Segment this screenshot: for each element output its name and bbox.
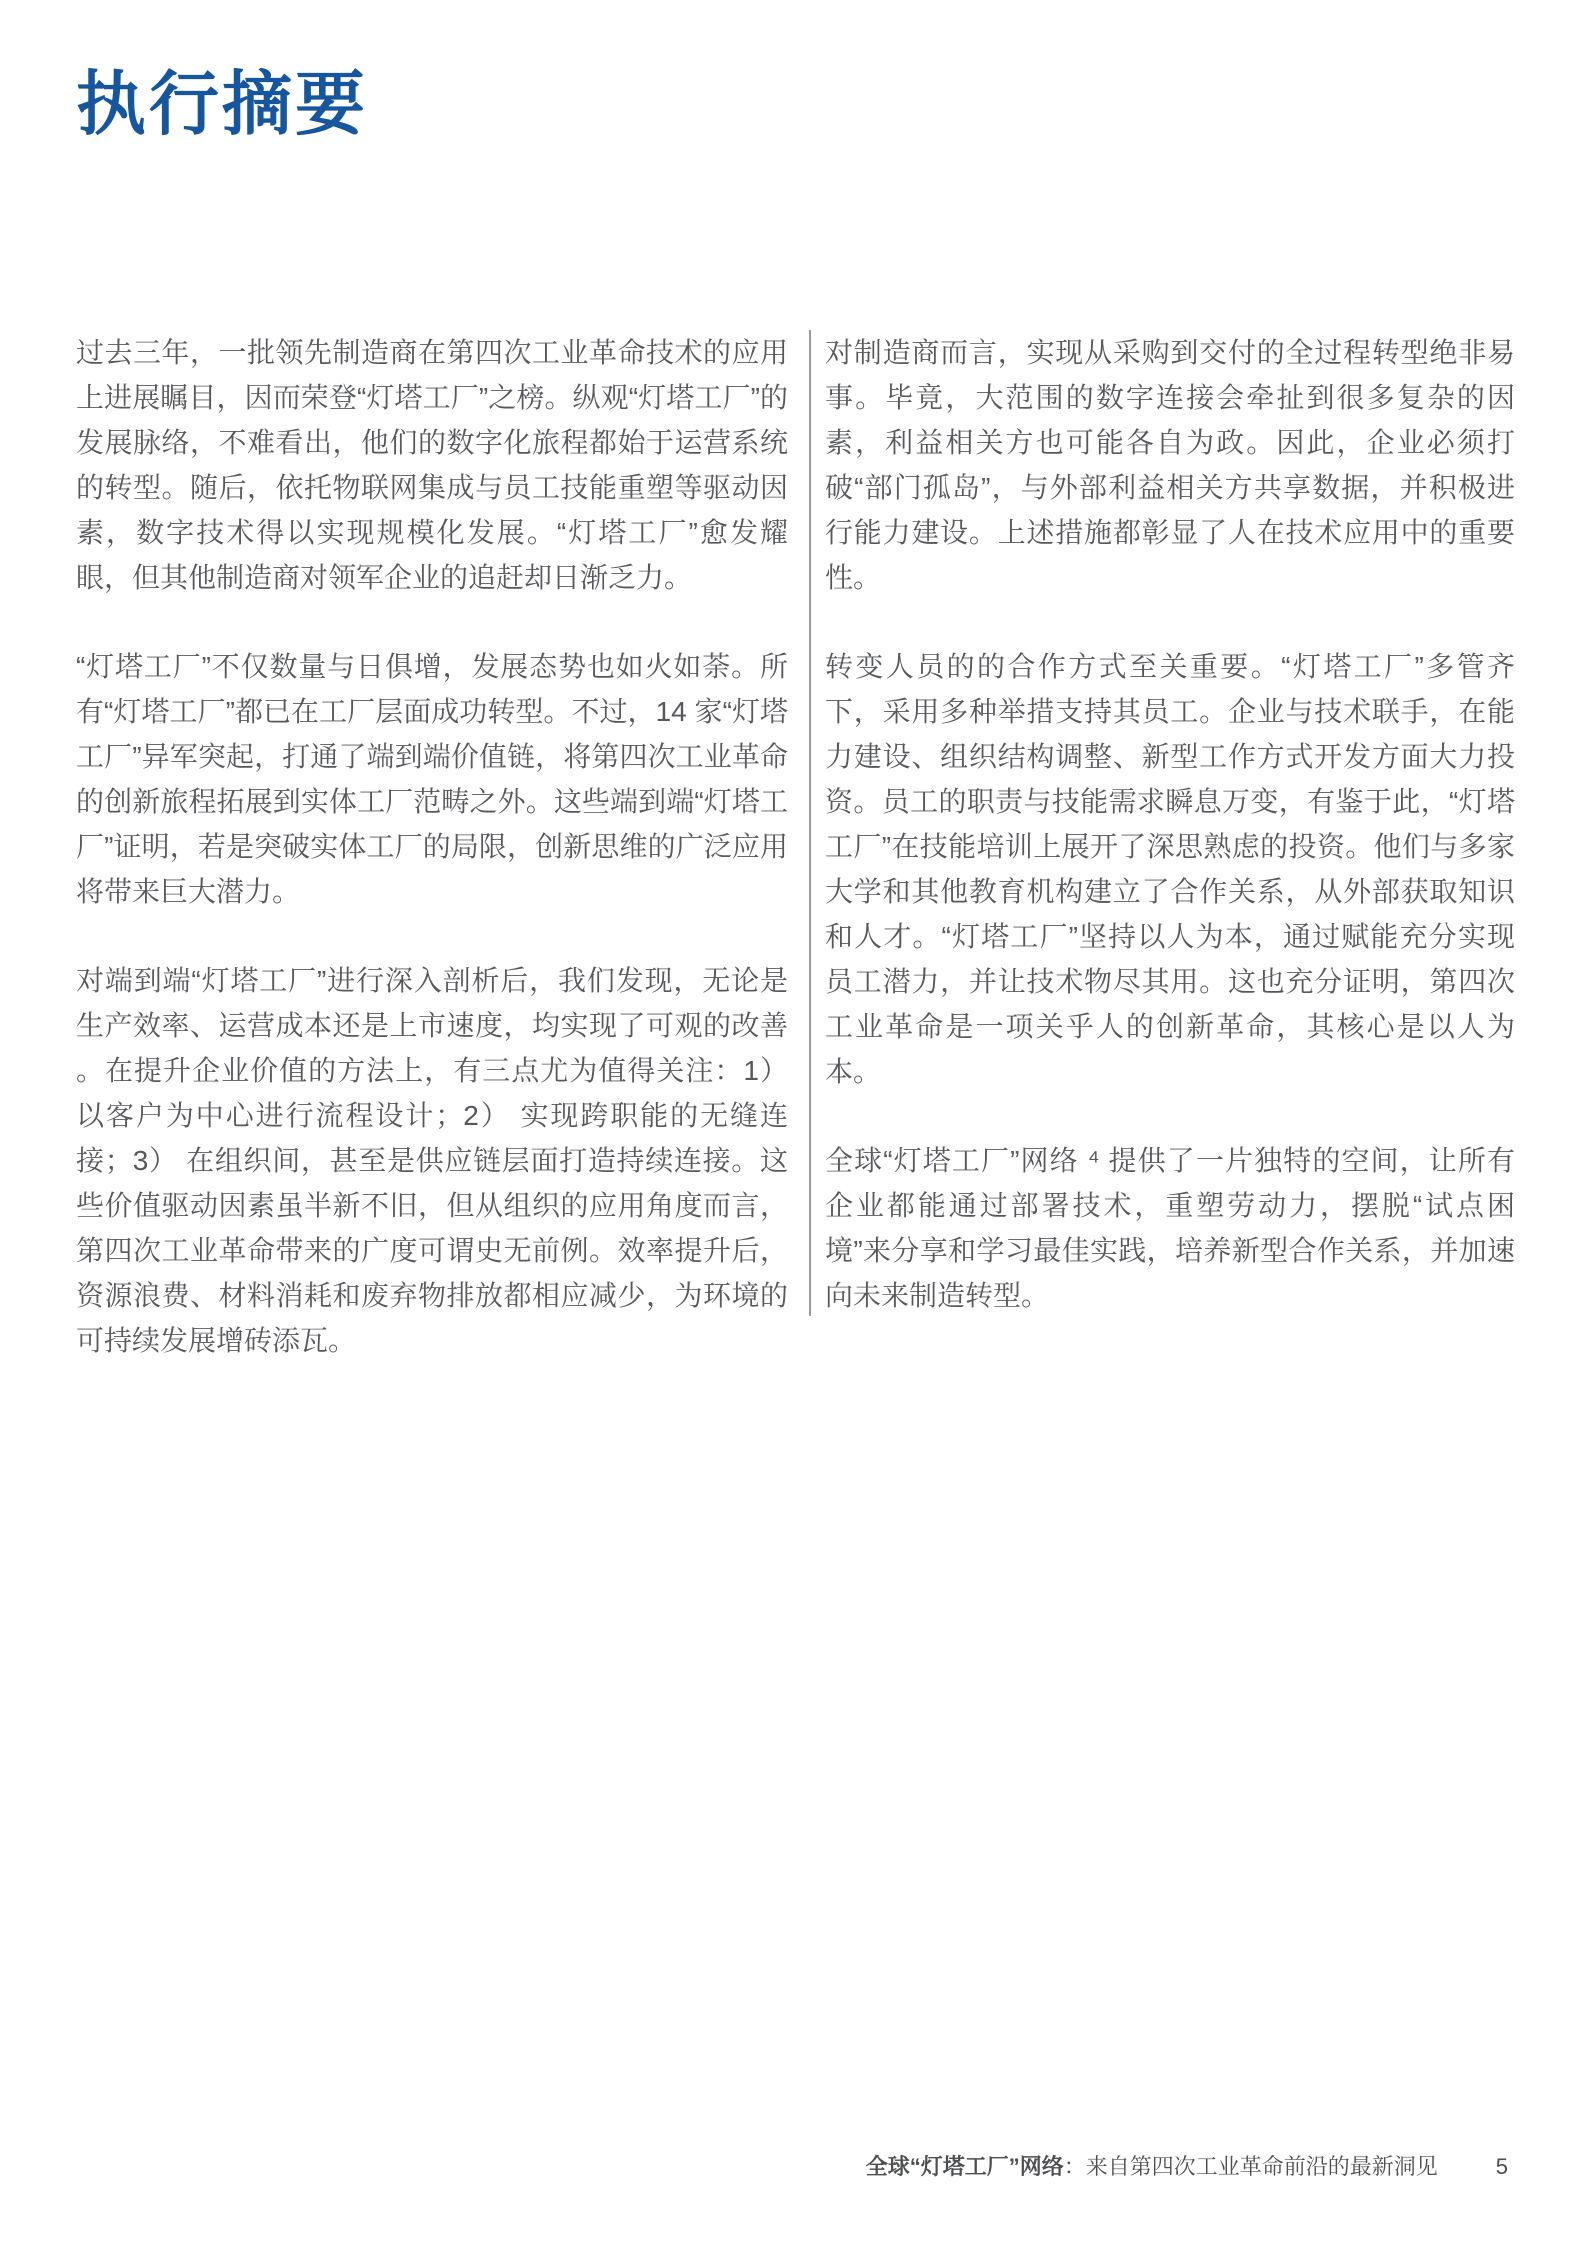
right-paragraph-3: 全球“灯塔工厂”网络 ⁴ 提供了一片独特的空间，让所有企业都能通过部署技术，重塑劳动力，摆脱“试点困境”来分享和学习最佳实践，培养新型合作关系，并加速向未来制造转型。 <box>825 1145 1515 1311</box>
footer-page-number: 5 <box>1495 2153 1508 2179</box>
right-column <box>825 330 1515 1318</box>
two-column-text-block <box>76 330 1515 1363</box>
left-paragraph-2: “灯塔工厂”不仅数量与日俱增，发展态势也如火如荼。所有“灯塔工厂”都已在工厂层面成功转型。不过，14 家“灯塔工厂”异军突起，打通了端到端价值链，将第四次工业革命的创新旅程拓展到实体工厂范畴之外。这些端到端“灯塔工厂”证明，若是突破实体工厂的局限，创新思维的广泛应用将带来巨大潜力。 <box>76 651 788 907</box>
left-paragraph-1: 过去三年，一批领先制造商在第四次工业革命技术的应用上进展瞩目，因而荣登“灯塔工厂”之榜。纵观“灯塔工厂”的发展脉络，不难看出，他们的数字化旅程都始于运营系统的转型。随后，依托物联网集成与员工技能重塑等驱动因素，数字技术得以实现规模化发展。“灯塔工厂”愈发耀眼，但其他制造商对领军企业的追赶却日渐乏力。 <box>76 337 788 593</box>
right-paragraph-1: 对制造商而言，实现从采购到交付的全过程转型绝非易事。毕竟，大范围的数字连接会牵扯到很多复杂的因素，利益相关方也可能各自为政。因此，企业必须打破“部门孤岛”，与外部利益相关方共享数据，并积极进行能力建设。上述措施都彰显了人在技术应用中的重要性。 <box>825 337 1515 593</box>
footer-report-title-bold: 全球“灯塔工厂”网络 <box>865 2153 1064 2179</box>
left-column <box>76 330 788 1363</box>
footer-report-subtitle: ：来自第四次工业革命前沿的最新洞见 <box>1063 2153 1438 2179</box>
left-paragraph-3: 对端到端“灯塔工厂”进行深入剖析后，我们发现，无论是生产效率、运营成本还是上市速度，均实现了可观的改善 。在提升企业价值的方法上，有三点尤为值得关注：1） 以客户为中心进行流程设计；2） 实现跨职能的无缝连接；3） 在组织间，甚至是供应链层面打造持续连接。这些价值驱动因素虽半新不旧，但从组织的应用角度而言，第四次工业革命带来的广度可谓史无前例。效率提升后，资源浪费、材料消耗和废弃物排放都相应减少，为环境的可持续发展增砖添瓦。 <box>76 965 788 1356</box>
column-divider-rule <box>809 330 811 1316</box>
page-title: 执行摘要 <box>76 65 368 143</box>
page-footer <box>866 2154 1508 2180</box>
right-paragraph-2: 转变人员的的合作方式至关重要。“灯塔工厂”多管齐下，采用多种举措支持其员工。企业与技术联手，在能力建设、组织结构调整、新型工作方式开发方面大力投资。员工的职责与技能需求瞬息万变，有鉴于此，“灯塔工厂”在技能培训上展开了深思熟虑的投资。他们与多家大学和其他教育机构建立了合作关系，从外部获取知识和人才。“灯塔工厂”坚持以人为本，通过赋能充分实现员工潜力，并让技术物尽其用。这也充分证明，第四次工业革命是一项关乎人的创新革命，其核心是以人为本。 <box>825 651 1515 1087</box>
